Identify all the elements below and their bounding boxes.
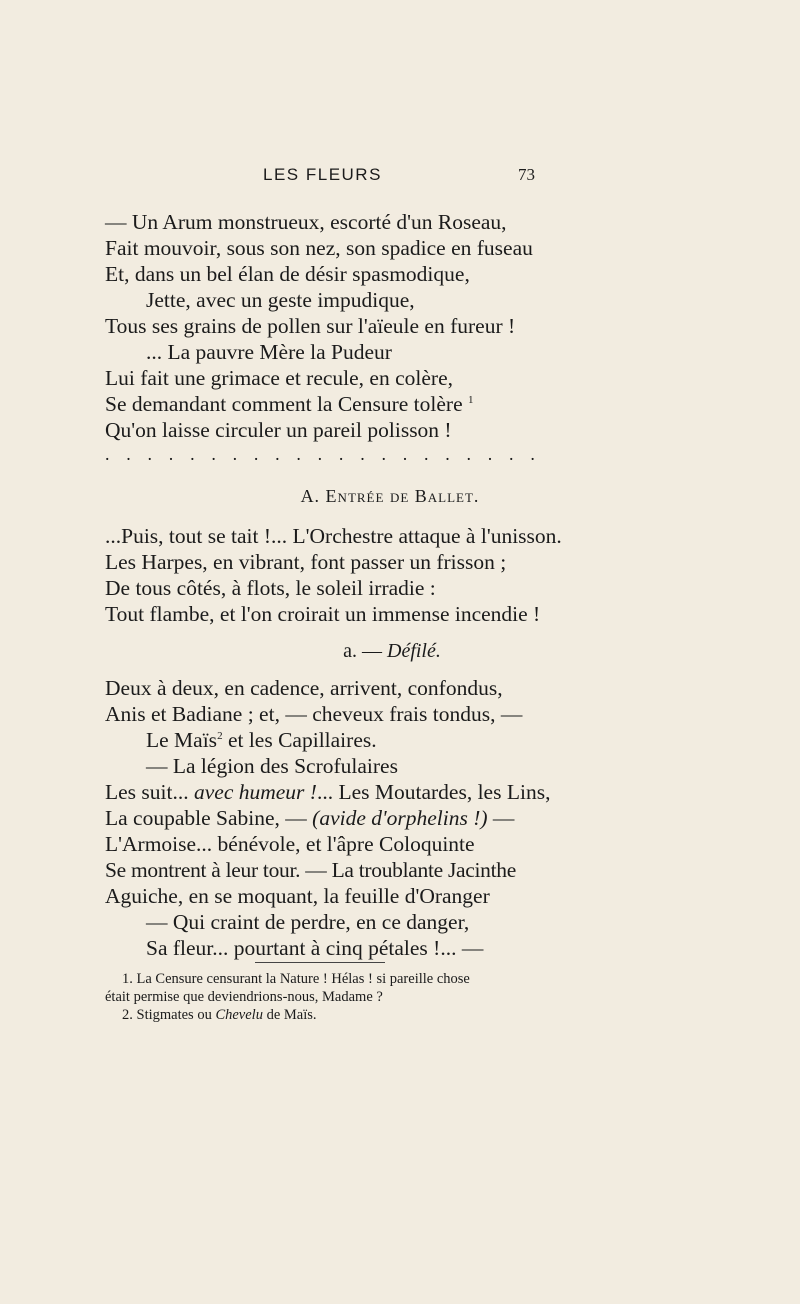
footnote-text: de Maïs. bbox=[262, 1007, 317, 1023]
footnote-1-continued: était permise que deviendrions-nous, Madame ? bbox=[105, 989, 383, 1005]
verse-line: Tous ses grains de pollen sur l'aïeule en fureur ! bbox=[105, 314, 516, 338]
verse-line: L'Armoise... bénévole, et l'âpre Coloquinte bbox=[105, 832, 475, 856]
footnote-text: 2. Stigmates ou bbox=[122, 1007, 216, 1023]
section-heading: A. Entrée de Ballet. bbox=[300, 486, 480, 506]
verse-text: Se demandant comment la Censure tolère bbox=[105, 392, 463, 416]
verse-text: ... Les Moutardes, les Lins, bbox=[316, 780, 551, 804]
verse-line: Lui fait une grimace et recule, en colère, bbox=[105, 366, 453, 390]
footnote-emphasis: Chevelu bbox=[215, 1007, 263, 1023]
footnote-2 bbox=[122, 1008, 317, 1023]
verse-line: Aguiche, en se moquant, la feuille d'Oranger bbox=[105, 884, 490, 908]
verse-line: — Qui craint de perdre, en ce danger, bbox=[146, 910, 470, 934]
verse-line: ...Puis, tout se tait !... L'Orchestre attaque à l'unisson. bbox=[105, 524, 562, 548]
verse-text: Les suit... bbox=[105, 780, 194, 804]
verse-line: Les Harpes, en vibrant, font passer un frisson ; bbox=[105, 550, 507, 574]
footnote-ref: 1 bbox=[468, 394, 474, 406]
verse-line: De tous côtés, à flots, le soleil irradie : bbox=[105, 576, 436, 600]
verse-line: Tout flambe, et l'on croirait un immense incendie ! bbox=[105, 602, 541, 626]
verse-line: Et, dans un bel élan de désir spasmodique, bbox=[105, 262, 470, 286]
verse-emphasis: (avide d'orphelins !) bbox=[312, 806, 488, 830]
verse-line: Qu'on laisse circuler un pareil polisson ! bbox=[105, 418, 452, 442]
verse-line bbox=[105, 394, 474, 416]
page-number: 73 bbox=[518, 165, 535, 184]
footnote-ref: 2 bbox=[217, 730, 223, 742]
sub-heading-prefix: a. — bbox=[343, 640, 387, 662]
verse-line: Jette, avec un geste impudique, bbox=[146, 288, 415, 312]
verse-line: Deux à deux, en cadence, arrivent, confondus, bbox=[105, 676, 503, 700]
sub-heading bbox=[0, 640, 792, 663]
verse-text: — bbox=[487, 806, 515, 830]
verse-text: Le Maïs bbox=[146, 728, 218, 752]
footnote-rule bbox=[255, 962, 385, 963]
verse-line: ... La pauvre Mère la Pudeur bbox=[146, 340, 392, 364]
verse-line bbox=[146, 730, 377, 752]
running-title: LES FLEURS bbox=[263, 165, 382, 184]
verse-text: et les Capillaires. bbox=[222, 728, 377, 752]
verse-line bbox=[105, 808, 514, 830]
verse-line bbox=[105, 782, 550, 804]
verse-line: — La légion des Scrofulaires bbox=[146, 754, 398, 778]
running-head bbox=[105, 165, 535, 189]
verse-text: La coupable Sabine, — bbox=[105, 806, 313, 830]
footnote-1: 1. La Censure censurant la Nature ! Hélas ! si pareille chose bbox=[122, 971, 470, 987]
ellipsis-dots: . . . . . . . . . . . . . . . . . . . . . bbox=[105, 444, 535, 464]
verse-line: Se montrent à leur tour. — La troublante Jacinthe bbox=[105, 858, 516, 882]
verse-line: Fait mouvoir, sous son nez, son spadice en fuseau bbox=[105, 236, 533, 260]
verse-line: Sa fleur... pourtant à cinq pétales !... — bbox=[146, 936, 484, 960]
verse-line: Anis et Badiane ; et, — cheveux frais tondus, — bbox=[105, 702, 523, 726]
sub-heading-title: Défilé. bbox=[387, 640, 441, 662]
verse-emphasis: avec humeur ! bbox=[193, 780, 317, 804]
verse-line: — Un Arum monstrueux, escorté d'un Roseau, bbox=[105, 210, 507, 234]
